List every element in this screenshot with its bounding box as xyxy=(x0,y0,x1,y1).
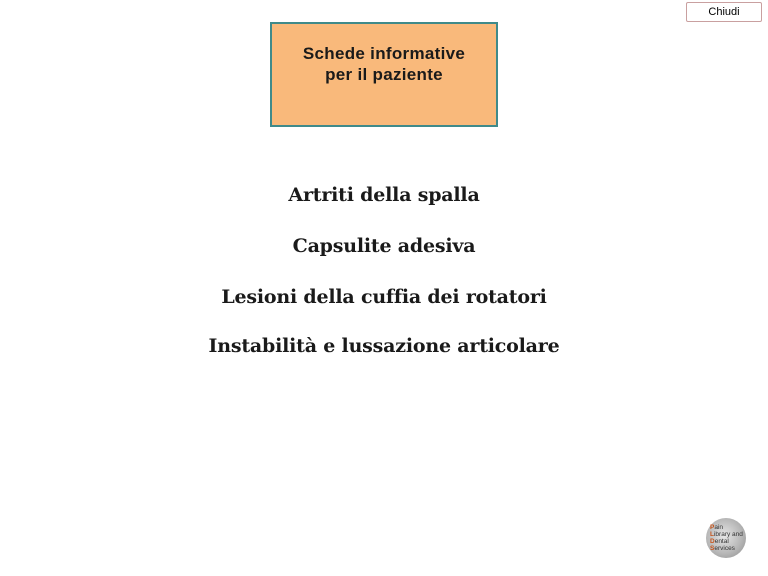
publisher-logo xyxy=(702,518,752,558)
logo-line: Dental xyxy=(710,538,729,545)
close-button[interactable]: Chiudi xyxy=(686,2,762,22)
logo-line: Services xyxy=(710,545,735,552)
header-title-line-2: per il paziente xyxy=(325,64,443,84)
patient-info-header-box xyxy=(270,22,498,127)
header-title-line-1: Schede informative xyxy=(302,43,466,63)
menu-link-adhesive-capsulitis[interactable]: Capsulite adesiva xyxy=(292,235,476,257)
menu-link-instability-dislocation[interactable]: Instabilità e lussazione articolare xyxy=(208,335,560,357)
logo-line: Pain xyxy=(710,524,724,531)
menu-link-rotator-cuff-tears[interactable]: Lesioni della cuffia dei rotatori xyxy=(221,286,547,308)
logo-text xyxy=(710,524,743,552)
logo-line: Library and xyxy=(710,531,743,538)
menu-link-shoulder-arthritis[interactable]: Artriti della spalla xyxy=(288,184,480,206)
